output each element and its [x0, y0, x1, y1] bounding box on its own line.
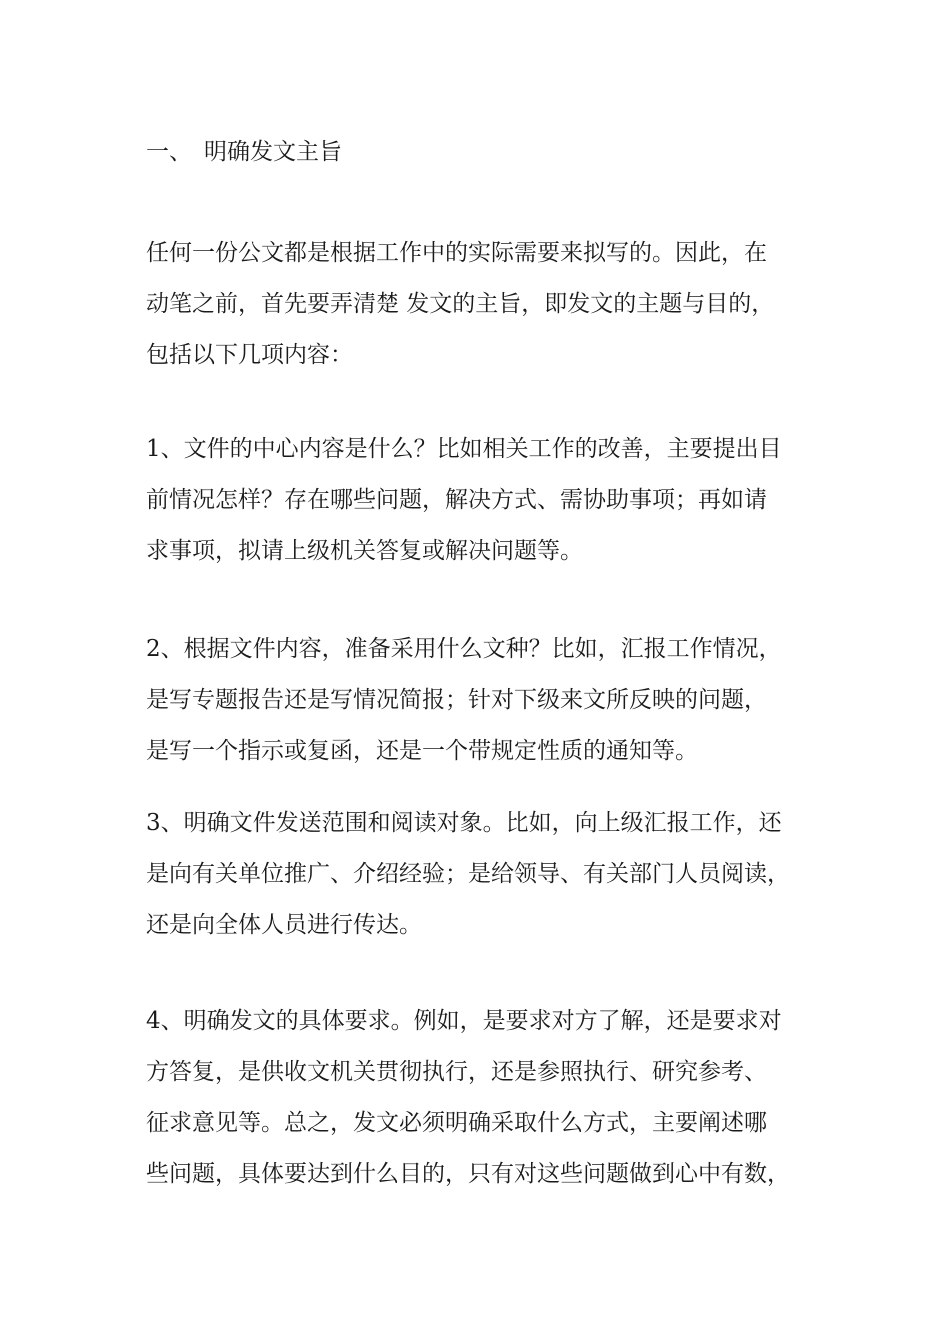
paragraph-item-3 — [146, 798, 836, 951]
paragraph-intro — [146, 228, 836, 381]
paragraph-line: 些问题，具体要达到什么目的，只有对这些问题做到心中有数， — [146, 1161, 790, 1187]
paragraph-line: 还是向全体人员进行传达。 — [146, 912, 422, 938]
section-heading — [146, 133, 342, 171]
paragraph-line: 任何一份公文都是根据工作中的实际需要来拟写的。因此，在 — [146, 240, 767, 266]
paragraph-line: 是写专题报告还是写情况简报；针对下级来文所反映的问题， — [146, 687, 767, 713]
paragraph-line: 求事项，拟请上级机关答复或解决问题等。 — [146, 538, 583, 564]
paragraph-line: 2、根据文件内容，准备采用什么文种？比如，汇报工作情况， — [146, 636, 782, 662]
paragraph-line: 征求意见等。总之，发文必须明确采取什么方式，主要阐述哪 — [146, 1110, 767, 1136]
paragraph-item-1 — [146, 424, 836, 577]
paragraph-line: 动笔之前，首先要弄清楚 发文的主旨，即发文的主题与目的， — [146, 291, 775, 317]
paragraph-line: 前情况怎样？存在哪些问题，解决方式、需协助事项；再如请 — [146, 487, 767, 513]
paragraph-line: 是写一个指示或复函，还是一个带规定性质的通知等。 — [146, 738, 698, 764]
section-title: 明确发文主旨 — [204, 139, 342, 165]
paragraph-item-2 — [146, 624, 836, 777]
paragraph-line: 3、明确文件发送范围和阅读对象。比如，向上级汇报工作，还 — [146, 810, 782, 836]
paragraph-line: 是向有关单位推广、介绍经验；是给领导、有关部门人员阅读， — [146, 861, 790, 887]
section-number: 一、 — [146, 139, 192, 165]
paragraph-item-4 — [146, 996, 836, 1200]
paragraph-line: 方答复，是供收文机关贯彻执行，还是参照执行、研究参考、 — [146, 1059, 767, 1085]
paragraph-line: 4、明确发文的具体要求。例如，是要求对方了解，还是要求对 — [146, 1008, 782, 1034]
paragraph-line: 1、文件的中心内容是什么？比如相关工作的改善，主要提出目 — [146, 436, 782, 462]
paragraph-line: 包括以下几项内容： — [146, 342, 353, 368]
